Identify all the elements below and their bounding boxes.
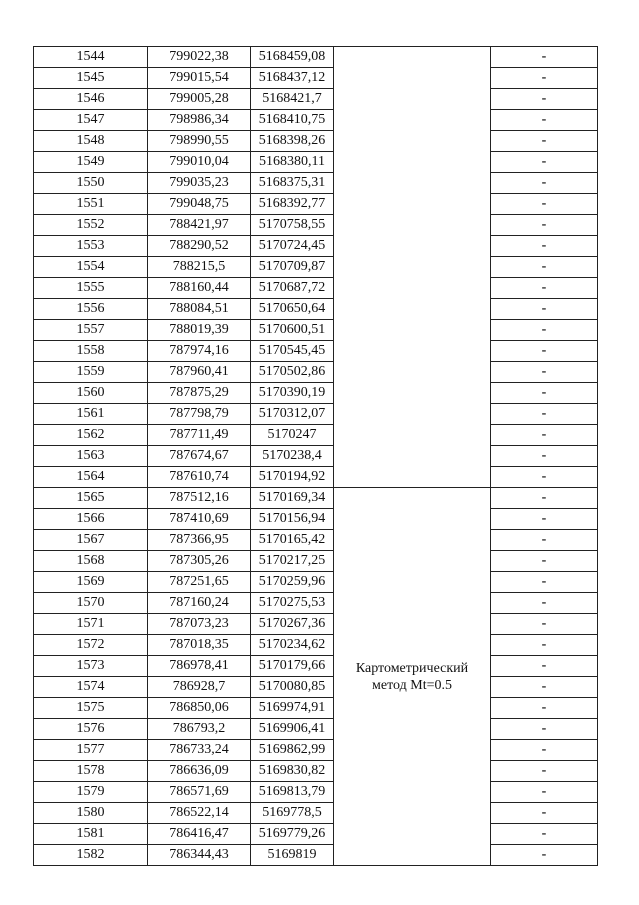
x-coordinate-cell: 788290,52 xyxy=(148,236,251,257)
y-coordinate-cell: 5169819 xyxy=(251,845,334,866)
note-cell: - xyxy=(491,362,598,383)
note-cell: - xyxy=(491,467,598,488)
table-row xyxy=(34,803,598,824)
table-row xyxy=(34,47,598,68)
table-row xyxy=(34,152,598,173)
y-coordinate-cell: 5170312,07 xyxy=(251,404,334,425)
point-number-cell: 1576 xyxy=(34,719,148,740)
point-number-cell: 1548 xyxy=(34,131,148,152)
note-cell: - xyxy=(491,341,598,362)
note-cell: - xyxy=(491,803,598,824)
table-row xyxy=(34,446,598,467)
x-coordinate-cell: 786416,47 xyxy=(148,824,251,845)
note-cell: - xyxy=(491,782,598,803)
point-number-cell: 1570 xyxy=(34,593,148,614)
table-row xyxy=(34,530,598,551)
x-coordinate-cell: 787305,26 xyxy=(148,551,251,572)
method-label-line1: Картометрический xyxy=(355,660,469,676)
point-number-cell: 1575 xyxy=(34,698,148,719)
x-coordinate-cell: 799015,54 xyxy=(148,68,251,89)
y-coordinate-cell: 5169906,41 xyxy=(251,719,334,740)
y-coordinate-cell: 5169779,26 xyxy=(251,824,334,845)
note-cell: - xyxy=(491,236,598,257)
point-number-cell: 1556 xyxy=(34,299,148,320)
y-coordinate-cell: 5168380,11 xyxy=(251,152,334,173)
x-coordinate-cell: 788019,39 xyxy=(148,320,251,341)
y-coordinate-cell: 5170650,64 xyxy=(251,299,334,320)
table-row xyxy=(34,425,598,446)
note-cell: - xyxy=(491,614,598,635)
note-cell: - xyxy=(491,404,598,425)
point-number-cell: 1569 xyxy=(34,572,148,593)
note-cell: - xyxy=(491,446,598,467)
note-cell: - xyxy=(491,656,598,677)
table-row xyxy=(34,551,598,572)
note-cell: - xyxy=(491,257,598,278)
point-number-cell: 1557 xyxy=(34,320,148,341)
x-coordinate-cell: 786978,41 xyxy=(148,656,251,677)
table-row xyxy=(34,362,598,383)
point-number-cell: 1572 xyxy=(34,635,148,656)
y-coordinate-cell: 5170687,72 xyxy=(251,278,334,299)
y-coordinate-cell: 5170156,94 xyxy=(251,509,334,530)
y-coordinate-cell: 5170080,85 xyxy=(251,677,334,698)
table-row xyxy=(34,110,598,131)
note-cell: - xyxy=(491,215,598,236)
table-row xyxy=(34,194,598,215)
point-number-cell: 1550 xyxy=(34,173,148,194)
point-number-cell: 1546 xyxy=(34,89,148,110)
table-row xyxy=(34,593,598,614)
note-cell: - xyxy=(491,677,598,698)
x-coordinate-cell: 787410,69 xyxy=(148,509,251,530)
note-cell: - xyxy=(491,824,598,845)
method-cell-empty xyxy=(334,47,491,488)
x-coordinate-cell: 786571,69 xyxy=(148,782,251,803)
note-cell: - xyxy=(491,131,598,152)
table-row xyxy=(34,488,598,509)
note-cell: - xyxy=(491,278,598,299)
y-coordinate-cell: 5170247 xyxy=(251,425,334,446)
y-coordinate-cell: 5170758,55 xyxy=(251,215,334,236)
x-coordinate-cell: 787875,29 xyxy=(148,383,251,404)
note-cell: - xyxy=(491,173,598,194)
x-coordinate-cell: 799005,28 xyxy=(148,89,251,110)
point-number-cell: 1562 xyxy=(34,425,148,446)
x-coordinate-cell: 787610,74 xyxy=(148,467,251,488)
point-number-cell: 1559 xyxy=(34,362,148,383)
x-coordinate-cell: 787251,65 xyxy=(148,572,251,593)
table-row xyxy=(34,845,598,866)
y-coordinate-cell: 5169778,5 xyxy=(251,803,334,824)
table-row xyxy=(34,635,598,656)
x-coordinate-cell: 786636,09 xyxy=(148,761,251,782)
point-number-cell: 1545 xyxy=(34,68,148,89)
x-coordinate-cell: 787073,23 xyxy=(148,614,251,635)
point-number-cell: 1568 xyxy=(34,551,148,572)
table-row xyxy=(34,215,598,236)
point-number-cell: 1579 xyxy=(34,782,148,803)
note-cell: - xyxy=(491,761,598,782)
point-number-cell: 1566 xyxy=(34,509,148,530)
point-number-cell: 1552 xyxy=(34,215,148,236)
y-coordinate-cell: 5168459,08 xyxy=(251,47,334,68)
y-coordinate-cell: 5170390,19 xyxy=(251,383,334,404)
y-coordinate-cell: 5170238,4 xyxy=(251,446,334,467)
x-coordinate-cell: 799010,04 xyxy=(148,152,251,173)
point-number-cell: 1549 xyxy=(34,152,148,173)
point-number-cell: 1565 xyxy=(34,488,148,509)
y-coordinate-cell: 5169813,79 xyxy=(251,782,334,803)
y-coordinate-cell: 5169974,91 xyxy=(251,698,334,719)
note-cell: - xyxy=(491,194,598,215)
x-coordinate-cell: 787512,16 xyxy=(148,488,251,509)
table-row xyxy=(34,68,598,89)
x-coordinate-cell: 786522,14 xyxy=(148,803,251,824)
x-coordinate-cell: 787674,67 xyxy=(148,446,251,467)
y-coordinate-cell: 5168410,75 xyxy=(251,110,334,131)
point-number-cell: 1561 xyxy=(34,404,148,425)
note-cell: - xyxy=(491,635,598,656)
point-number-cell: 1567 xyxy=(34,530,148,551)
table-row xyxy=(34,299,598,320)
y-coordinate-cell: 5168421,7 xyxy=(251,89,334,110)
x-coordinate-cell: 787366,95 xyxy=(148,530,251,551)
x-coordinate-cell: 787711,49 xyxy=(148,425,251,446)
table-row xyxy=(34,824,598,845)
y-coordinate-cell: 5170502,86 xyxy=(251,362,334,383)
x-coordinate-cell: 787960,41 xyxy=(148,362,251,383)
note-cell: - xyxy=(491,47,598,68)
point-number-cell: 1582 xyxy=(34,845,148,866)
note-cell: - xyxy=(491,551,598,572)
x-coordinate-cell: 799048,75 xyxy=(148,194,251,215)
note-cell: - xyxy=(491,299,598,320)
x-coordinate-cell: 798986,34 xyxy=(148,110,251,131)
x-coordinate-cell: 788160,44 xyxy=(148,278,251,299)
table-row xyxy=(34,89,598,110)
point-number-cell: 1554 xyxy=(34,257,148,278)
table-row xyxy=(34,698,598,719)
note-cell: - xyxy=(491,719,598,740)
note-cell: - xyxy=(491,488,598,509)
x-coordinate-cell: 798990,55 xyxy=(148,131,251,152)
point-number-cell: 1564 xyxy=(34,467,148,488)
x-coordinate-cell: 799035,23 xyxy=(148,173,251,194)
x-coordinate-cell: 787798,79 xyxy=(148,404,251,425)
y-coordinate-cell: 5169830,82 xyxy=(251,761,334,782)
table-row xyxy=(34,614,598,635)
point-number-cell: 1573 xyxy=(34,656,148,677)
x-coordinate-cell: 786344,43 xyxy=(148,845,251,866)
coordinates-table-body xyxy=(34,47,598,866)
note-cell: - xyxy=(491,572,598,593)
table-row xyxy=(34,278,598,299)
y-coordinate-cell: 5170600,51 xyxy=(251,320,334,341)
x-coordinate-cell: 786733,24 xyxy=(148,740,251,761)
x-coordinate-cell: 787974,16 xyxy=(148,341,251,362)
x-coordinate-cell: 788215,5 xyxy=(148,257,251,278)
note-cell: - xyxy=(491,383,598,404)
table-row xyxy=(34,173,598,194)
note-cell: - xyxy=(491,593,598,614)
x-coordinate-cell: 787018,35 xyxy=(148,635,251,656)
x-coordinate-cell: 788084,51 xyxy=(148,299,251,320)
y-coordinate-cell: 5170165,42 xyxy=(251,530,334,551)
coordinates-table xyxy=(33,46,598,866)
x-coordinate-cell: 788421,97 xyxy=(148,215,251,236)
x-coordinate-cell: 786850,06 xyxy=(148,698,251,719)
y-coordinate-cell: 5169862,99 xyxy=(251,740,334,761)
y-coordinate-cell: 5168437,12 xyxy=(251,68,334,89)
note-cell: - xyxy=(491,152,598,173)
table-row xyxy=(34,257,598,278)
point-number-cell: 1581 xyxy=(34,824,148,845)
table-row xyxy=(34,236,598,257)
y-coordinate-cell: 5168375,31 xyxy=(251,173,334,194)
point-number-cell: 1578 xyxy=(34,761,148,782)
table-row xyxy=(34,467,598,488)
table-row xyxy=(34,341,598,362)
point-number-cell: 1580 xyxy=(34,803,148,824)
y-coordinate-cell: 5170179,66 xyxy=(251,656,334,677)
point-number-cell: 1547 xyxy=(34,110,148,131)
table-row xyxy=(34,656,598,677)
y-coordinate-cell: 5168392,77 xyxy=(251,194,334,215)
x-coordinate-cell: 799022,38 xyxy=(148,47,251,68)
point-number-cell: 1551 xyxy=(34,194,148,215)
note-cell: - xyxy=(491,845,598,866)
y-coordinate-cell: 5170545,45 xyxy=(251,341,334,362)
table-row xyxy=(34,404,598,425)
note-cell: - xyxy=(491,320,598,341)
table-row xyxy=(34,740,598,761)
y-coordinate-cell: 5170194,92 xyxy=(251,467,334,488)
note-cell: - xyxy=(491,530,598,551)
point-number-cell: 1544 xyxy=(34,47,148,68)
table-row xyxy=(34,383,598,404)
note-cell: - xyxy=(491,698,598,719)
y-coordinate-cell: 5168398,26 xyxy=(251,131,334,152)
y-coordinate-cell: 5170169,34 xyxy=(251,488,334,509)
point-number-cell: 1553 xyxy=(34,236,148,257)
point-number-cell: 1563 xyxy=(34,446,148,467)
x-coordinate-cell: 786793,2 xyxy=(148,719,251,740)
y-coordinate-cell: 5170234,62 xyxy=(251,635,334,656)
note-cell: - xyxy=(491,740,598,761)
note-cell: - xyxy=(491,68,598,89)
table-row xyxy=(34,782,598,803)
y-coordinate-cell: 5170217,25 xyxy=(251,551,334,572)
y-coordinate-cell: 5170259,96 xyxy=(251,572,334,593)
point-number-cell: 1560 xyxy=(34,383,148,404)
note-cell: - xyxy=(491,425,598,446)
point-number-cell: 1555 xyxy=(34,278,148,299)
point-number-cell: 1577 xyxy=(34,740,148,761)
note-cell: - xyxy=(491,110,598,131)
point-number-cell: 1558 xyxy=(34,341,148,362)
method-cell xyxy=(334,488,491,866)
table-row xyxy=(34,719,598,740)
method-label-line2: метод Mt=0.5 xyxy=(372,677,452,693)
y-coordinate-cell: 5170724,45 xyxy=(251,236,334,257)
table-row xyxy=(34,677,598,698)
y-coordinate-cell: 5170267,36 xyxy=(251,614,334,635)
x-coordinate-cell: 786928,7 xyxy=(148,677,251,698)
table-row xyxy=(34,761,598,782)
table-row xyxy=(34,131,598,152)
x-coordinate-cell: 787160,24 xyxy=(148,593,251,614)
y-coordinate-cell: 5170275,53 xyxy=(251,593,334,614)
note-cell: - xyxy=(491,89,598,110)
table-row xyxy=(34,509,598,530)
table-row xyxy=(34,320,598,341)
y-coordinate-cell: 5170709,87 xyxy=(251,257,334,278)
note-cell: - xyxy=(491,509,598,530)
table-row xyxy=(34,572,598,593)
point-number-cell: 1571 xyxy=(34,614,148,635)
point-number-cell: 1574 xyxy=(34,677,148,698)
